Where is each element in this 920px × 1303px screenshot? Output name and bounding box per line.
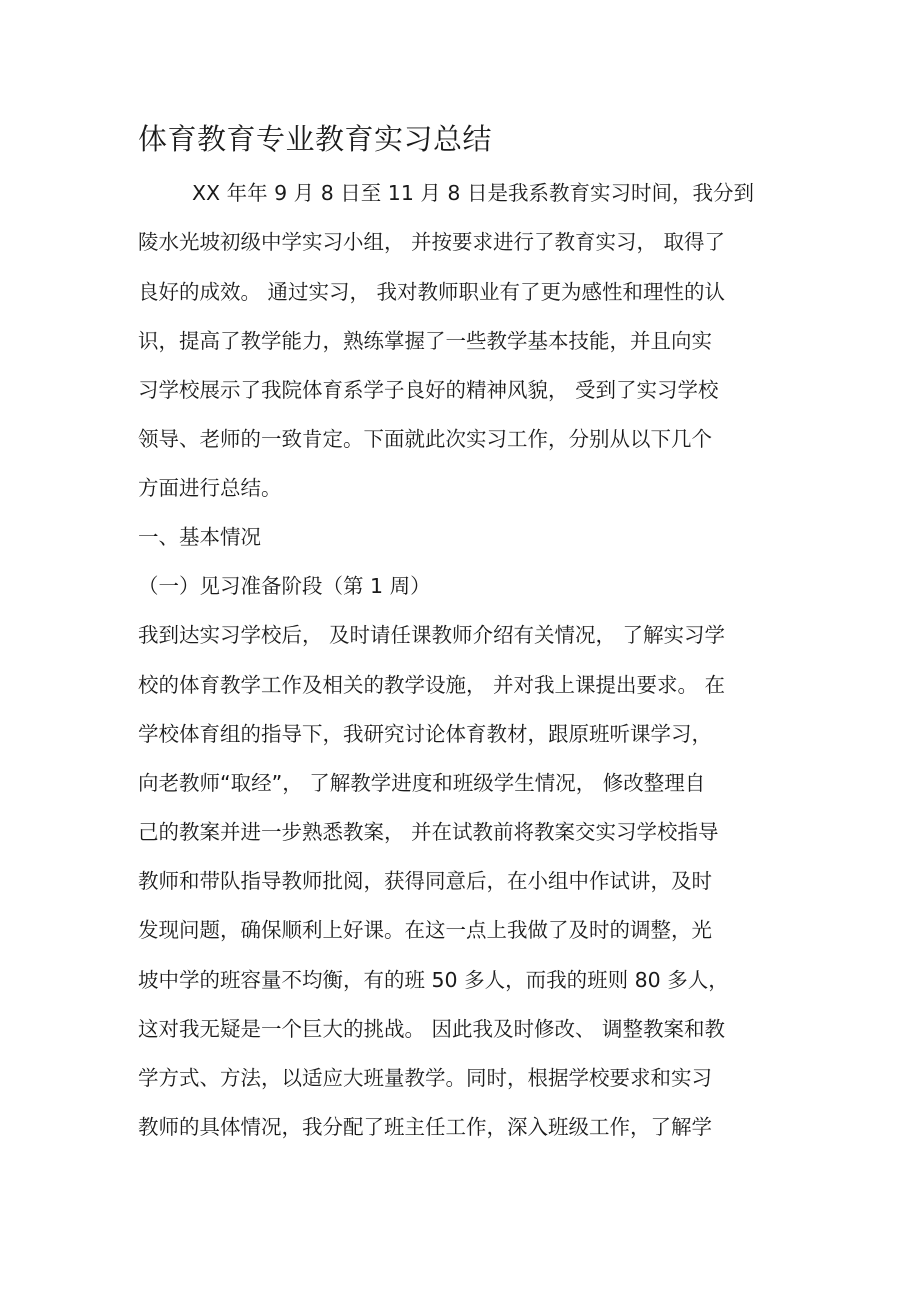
paragraph-1-line-6: 领导、老师的一致肯定。下面就此次实习工作，分别从以下几个 <box>138 427 712 451</box>
paragraph-2-line-3: 学校体育组的指导下，我研究讨论体育教材，跟原班听课学习， <box>138 722 712 746</box>
paragraph-1-line-4: 识，提高了教学能力，熟练掌握了一些教学基本技能，并且向实 <box>138 329 712 353</box>
paragraph-2-line-10: 学方式、方法，以适应大班量教学。同时，根据学校要求和实习 <box>138 1066 712 1090</box>
paragraph-1-line-5: 习学校展示了我院体育系学子良好的精神风貌， 受到了实习学校 <box>138 378 719 402</box>
paragraph-2-line-1: 我到达实习学校后， 及时请任课教师介绍有关情况， 了解实习学 <box>138 623 726 647</box>
paragraph-2-line-11: 教师的具体情况，我分配了班主任工作，深入班级工作，了解学 <box>138 1115 712 1139</box>
paragraph-2-line-7: 发现问题，确保顺利上好课。在这一点上我做了及时的调整，光 <box>138 918 712 942</box>
paragraph-1-line-2: 陵水光坡初级中学实习小组， 并按要求进行了教育实习， 取得了 <box>138 230 726 254</box>
paragraph-1-line-7: 方面进行总结。 <box>138 476 282 500</box>
paragraph-2-line-6: 教师和带队指导教师批阅，获得同意后，在小组中作试讲，及时 <box>138 869 712 893</box>
document-title: 体育教育专业教育实习总结 <box>138 122 493 156</box>
paragraph-2-line-8: 坡中学的班容量不均衡，有的班 50 多人，而我的班则 80 多人， <box>138 968 729 992</box>
section-heading: 一、基本情况 <box>138 525 261 549</box>
paragraph-2-line-4: 向老教师“取经”， 了解教学进度和班级学生情况， 修改整理自 <box>138 771 706 795</box>
subsection-heading: （一）见习准备阶段（第 1 周） <box>138 574 431 598</box>
paragraph-1-line-1: XX 年年 9 月 8 日至 11 月 8 日是我系教育实习时间，我分到 <box>192 181 754 205</box>
paragraph-2-line-2: 校的体育教学工作及相关的教学设施， 并对我上课提出要求。 在 <box>138 673 726 697</box>
paragraph-1-line-3: 良好的成效。 通过实习， 我对教师职业有了更为感性和理性的认 <box>138 280 726 304</box>
paragraph-2-line-5: 己的教案并进一步熟悉教案， 并在试教前将教案交实习学校指导 <box>138 820 719 844</box>
paragraph-2-line-9: 这对我无疑是一个巨大的挑战。 因此我及时修改、 调整教案和教 <box>138 1017 726 1041</box>
